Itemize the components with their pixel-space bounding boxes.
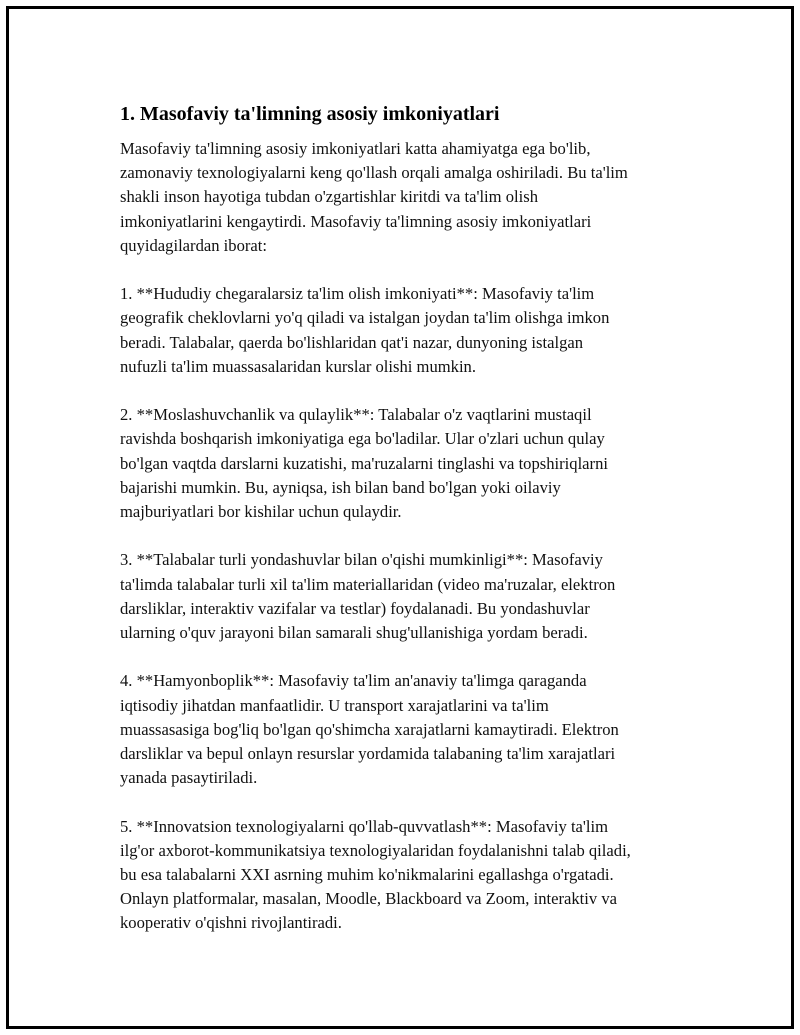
paragraph-list — [120, 137, 700, 936]
text-line: zamonaviy texnologiyalarni keng qo'llash orqali amalga oshiriladi. Bu ta'lim — [120, 163, 628, 183]
text-line: nufuzli ta'lim muassasalaridan kurslar olishi mumkin. — [120, 356, 477, 376]
text-line: shakli inson hayotiga tubdan o'zgartishlar kiritdi va ta'lim olish — [120, 187, 538, 207]
text-line: 2. **Moslashuvchanlik va qulaylik**: Talabalar o'z vaqtlarini mustaqil — [120, 405, 592, 425]
text-line: bo'lgan vaqtda darslarni kuzatishi, ma'ruzalarni tinglashi va topshiriqlarni — [120, 453, 608, 473]
text-line: 1. **Hududiy chegaralarsiz ta'lim olish imkoniyati**: Masofaviy ta'lim — [120, 284, 595, 304]
text-line: bajarishi mumkin. Bu, ayniqsa, ish bilan band bo'lgan yoki oilaviy — [120, 477, 561, 497]
text-line: kooperativ o'qishni rivojlantiradi. — [120, 913, 342, 933]
section-heading: 1. Masofaviy ta'limning asosiy imkoniyatlari — [120, 103, 500, 125]
text-line: muassasasiga bog'liq bo'lgan qo'shimcha xarajatlarni kamaytiradi. Elektron — [120, 719, 619, 739]
paragraph — [120, 282, 700, 379]
paragraph — [120, 403, 700, 524]
text-line: Onlayn platformalar, masalan, Moodle, Blackboard va Zoom, interaktiv va — [120, 889, 617, 909]
text-line: ularning o'quv jarayoni bilan samarali shug'ullanishiga yordam beradi. — [120, 623, 588, 643]
text-line: yanada pasaytiriladi. — [120, 768, 258, 788]
text-line: ravishda boshqarish imkoniyatiga ega bo'ladilar. Ular o'zlari uchun qulay — [120, 429, 605, 449]
text-line: 3. **Talabalar turli yondashuvlar bilan o'qishi mumkinligi**: Masofaviy — [120, 550, 603, 570]
text-line: bu esa talabalarni XXI asrning muhim ko'nikmalarini egallashga o'rgatadi. — [120, 865, 614, 885]
text-line: geografik cheklovlarni yo'q qiladi va istalgan joydan ta'lim olishga imkon — [120, 308, 610, 328]
paragraph — [120, 137, 700, 258]
text-line: 4. **Hamyonboplik**: Masofaviy ta'lim an'anaviy ta'limga qaraganda — [120, 671, 587, 691]
text-line: ilg'or axborot-kommunikatsiya texnologiyalaridan foydalanishni talab qiladi, — [120, 840, 631, 860]
document-body — [120, 101, 700, 960]
text-line: imkoniyatlarini kengaytirdi. Masofaviy ta'limning asosiy imkoniyatlari — [120, 211, 592, 231]
text-line: 5. **Innovatsion texnologiyalarni qo'llab-quvvatlash**: Masofaviy ta'lim — [120, 816, 609, 836]
paragraph — [120, 548, 700, 645]
text-line: quyidagilardan iborat: — [120, 235, 267, 255]
text-line: ta'limda talabalar turli xil ta'lim materiallaridan (video ma'ruzalar, elektron — [120, 574, 616, 594]
text-line: iqtisodiy jihatdan manfaatlidir. U transport xarajatlarini va ta'lim — [120, 695, 549, 715]
text-line: Masofaviy ta'limning asosiy imkoniyatlari katta ahamiyatga ega bo'lib, — [120, 139, 591, 158]
text-line: beradi. Talabalar, qaerda bo'lishlaridan qat'i nazar, dunyoning istalgan — [120, 332, 584, 352]
text-line: darsliklar va bepul onlayn resurslar yordamida talabaning ta'lim xarajatlari — [120, 744, 616, 764]
page-frame — [6, 6, 794, 1029]
paragraph — [120, 815, 700, 936]
paragraph — [120, 669, 700, 790]
text-line: darsliklar, interaktiv vazifalar va testlar) foydalanadi. Bu yondashuvlar — [120, 598, 590, 618]
text-line: majburiyatlari bor kishilar uchun qulaydir. — [120, 502, 402, 522]
